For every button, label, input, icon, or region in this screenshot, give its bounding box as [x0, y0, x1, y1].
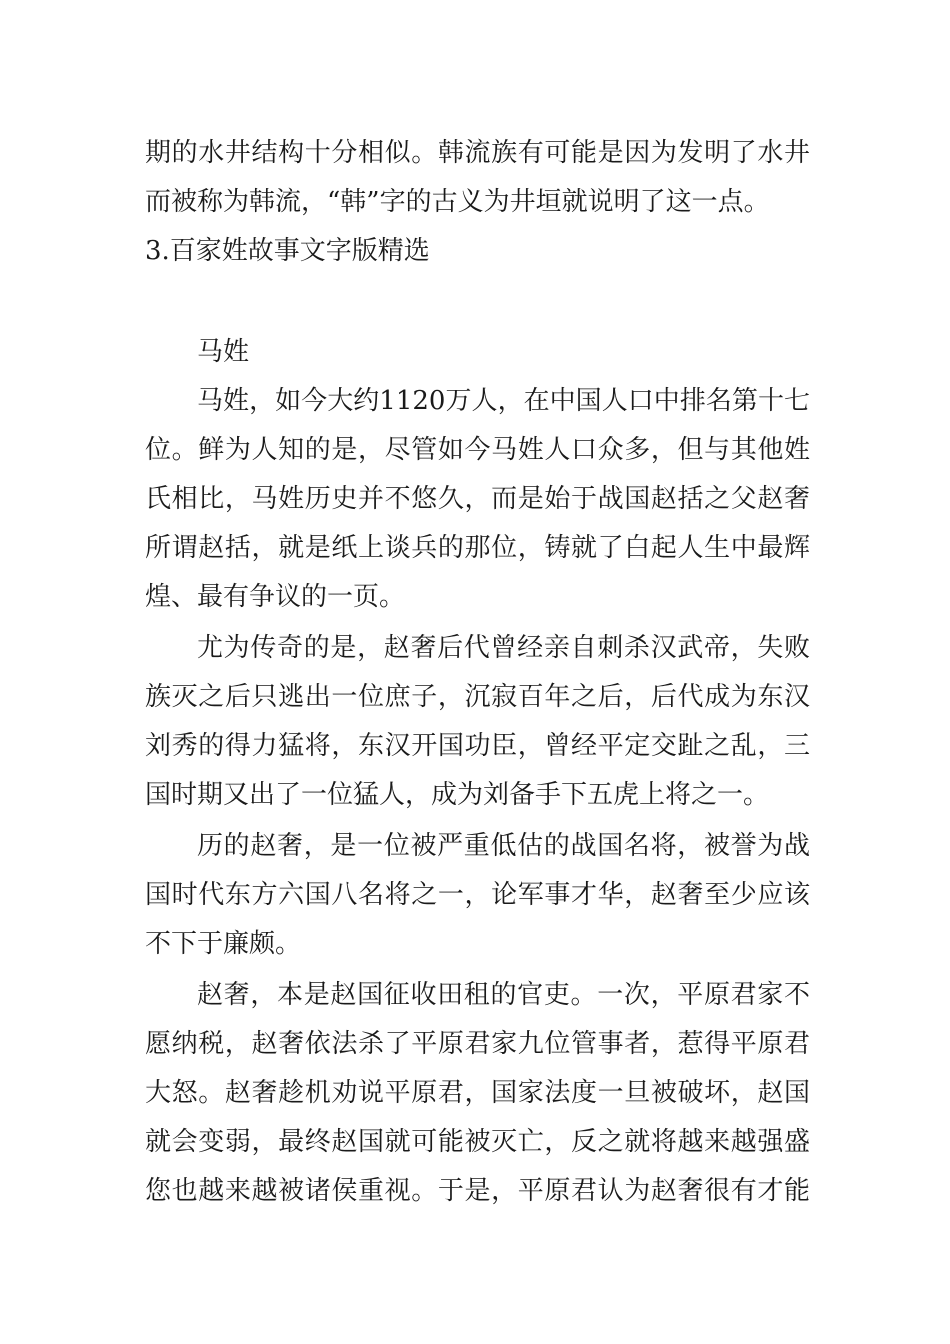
text-line: 而被称为韩流，“韩”字的古义为井垣就说明了这一点。 — [145, 187, 770, 217]
paragraph-line: 赵奢，本是赵国征收田租的官吏。一次，平原君家不 — [197, 980, 810, 1010]
paragraph-line: 氏相比，马姓历史并不悠久，而是始于战国赵括之父赵奢 — [145, 484, 810, 514]
paragraph-line: 刘秀的得力猛将，东汉开国功臣，曾经平定交趾之乱，三 — [145, 731, 810, 761]
paragraph-line: 所谓赵括，就是纸上谈兵的那位，铸就了白起人生中最辉 — [145, 533, 810, 563]
paragraph-line: 您也越来越被诸侯重视。于是，平原君认为赵奢很有才能 — [145, 1176, 810, 1206]
paragraph-line: 尤为传奇的是，赵奢后代曾经亲自刺杀汉武帝，失败 — [197, 633, 810, 663]
paragraph-line: 历的赵奢，是一位被严重低估的战国名将，被誉为战 — [197, 831, 810, 861]
paragraph-line: 就会变弱，最终赵国就可能被灭亡，反之就将越来越强盛 — [145, 1127, 810, 1157]
paragraph-line: 马姓，如今大约1120万人，在中国人口中排名第十七 — [197, 386, 810, 416]
paragraph-line: 愿纳税，赵奢依法杀了平原君家九位管事者，惹得平原君 — [145, 1029, 810, 1059]
section-heading: 3.百家姓故事文字版精选 — [145, 236, 430, 266]
paragraph-line: 大怒。赵奢趁机劝说平原君，国家法度一旦被破坏，赵国 — [145, 1078, 810, 1108]
subsection-heading: 马姓 — [197, 337, 250, 367]
paragraph-line: 煌、最有争议的一页。 — [145, 582, 406, 612]
text-line: 期的水井结构十分相似。韩流族有可能是因为发明了水井 — [145, 138, 810, 168]
paragraph-line: 国时代东方六国八名将之一，论军事才华，赵奢至少应该 — [145, 880, 810, 910]
paragraph-line: 族灭之后只逃出一位庶子，沉寂百年之后，后代成为东汉 — [145, 682, 810, 712]
paragraph-line: 国时期又出了一位猛人，成为刘备手下五虎上将之一。 — [145, 780, 770, 810]
paragraph-line: 不下于廉颇。 — [145, 929, 302, 959]
paragraph-line: 位。鲜为人知的是，尽管如今马姓人口众多，但与其他姓 — [145, 435, 810, 465]
